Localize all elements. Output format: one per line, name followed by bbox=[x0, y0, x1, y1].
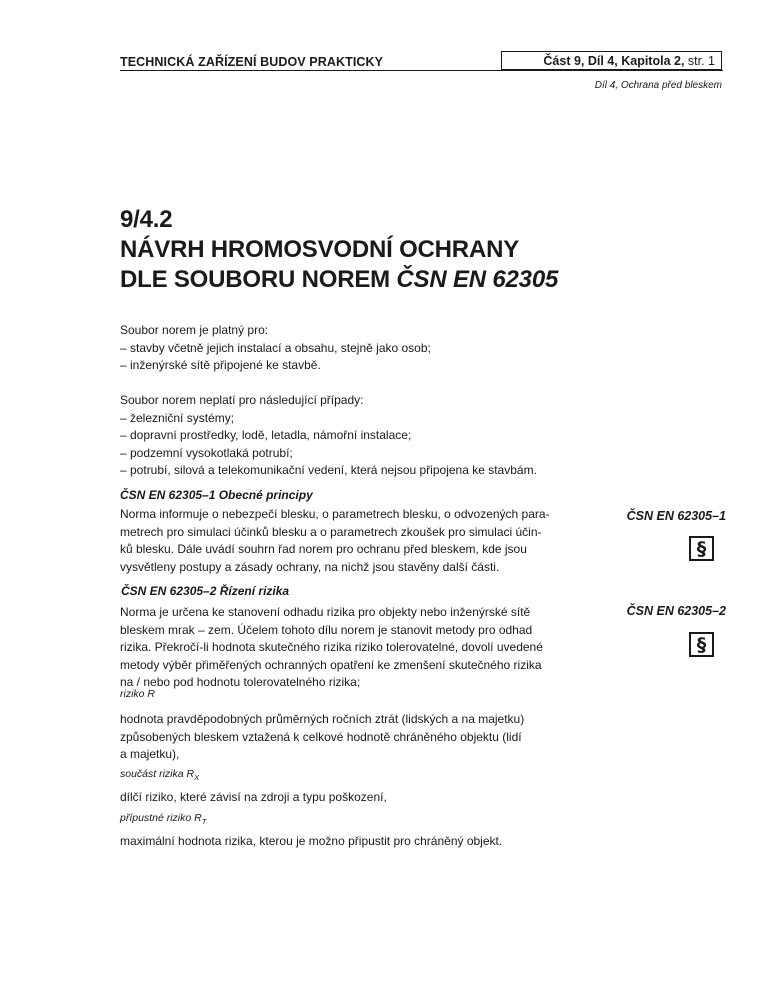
text-line: Norma informuje o nebezpečí blesku, o parametrech blesku, o odvozených para- bbox=[120, 507, 550, 521]
text-line: metrech pro simulaci účinků blesku a o parametrech zkoušek pro simulaci účin- bbox=[120, 524, 542, 539]
section-2-heading: ČSN EN 62305–2 Řízení rizika bbox=[121, 584, 290, 598]
section-1-side-label: ČSN EN 62305–1 bbox=[626, 509, 726, 523]
section-subtitle: Díl 4, Ochrana před bleskem bbox=[594, 80, 722, 91]
term-text: součást rizika R bbox=[120, 768, 195, 780]
section-1-text bbox=[120, 506, 584, 576]
title-line-2: NÁVRH HROMOSVODNÍ OCHRANY bbox=[120, 236, 520, 263]
list-item: – železniční systémy; bbox=[120, 410, 235, 425]
definition-text bbox=[120, 711, 584, 764]
text-line: metody výběr přiměřených ochranných opatření ke zmenšení skutečného rizika bbox=[120, 657, 542, 672]
chapter-reference: Část 9, Díl 4, Kapitola 2, bbox=[543, 54, 685, 68]
term-subscript: T bbox=[201, 817, 207, 827]
text-line: způsobených bleskem vztažená k celkové hodnotě chráněného objektu (lidí bbox=[120, 729, 522, 744]
title-line-3-text: DLE SOUBORU NOREM bbox=[120, 266, 397, 293]
not-applies-paragraph bbox=[120, 392, 640, 480]
definition-text bbox=[120, 789, 584, 807]
term-text: přípustné riziko R bbox=[120, 812, 202, 824]
list-item: – inženýrské sítě připojené ke stavbě. bbox=[120, 358, 321, 373]
running-header-title: TECHNICKÁ ZAŘÍZENÍ BUDOV PRAKTICKY bbox=[120, 55, 384, 69]
text-line: hodnota pravděpodobných průměrných ročních ztrát (lidských a na majetku) bbox=[120, 712, 525, 726]
paragraph-sign-icon: § bbox=[689, 536, 714, 561]
term-text: riziko R bbox=[120, 688, 156, 700]
term-subscript: X bbox=[194, 773, 200, 783]
header-rule bbox=[120, 70, 723, 71]
text-line: vysvětleny postupy a zásady ochrany, na nichž jsou stavěny další části. bbox=[120, 559, 500, 574]
section-1-heading: ČSN EN 62305–1 Obecné principy bbox=[120, 488, 313, 502]
text-line: bleskem mrak – zem. Účelem tohoto dílu norem je stanovit metody pro odhad bbox=[120, 622, 533, 637]
title-norm-code: ČSN EN 62305 bbox=[396, 266, 559, 293]
definition-term bbox=[120, 768, 199, 782]
title-line-3 bbox=[120, 265, 558, 295]
text-line: ků blesku. Dále uvádí souhrn řad norem pro ochranu před bleskem, kde jsou bbox=[120, 542, 527, 557]
text-line: na / nebo pod hodnotu tolerovatelného rizika; bbox=[120, 675, 361, 690]
chapter-number: 9/4.2 bbox=[120, 206, 173, 233]
list-item: – podzemní vysokotlaká potrubí; bbox=[120, 445, 293, 460]
applies-paragraph bbox=[120, 322, 584, 375]
text-line: rizika. Překročí-li hodnota skutečného rizika riziko tolerovatelné, dovolí uvedené bbox=[120, 640, 543, 655]
page-reference-box bbox=[501, 51, 722, 70]
list-item: – dopravní prostředky, lodě, letadla, námořní instalace; bbox=[120, 428, 412, 443]
definition-text bbox=[120, 833, 640, 851]
applies-intro: Soubor norem je platný pro: bbox=[120, 323, 269, 337]
paragraph-sign-icon: § bbox=[689, 632, 714, 657]
page-number: str. 1 bbox=[684, 54, 715, 68]
text-line: dílčí riziko, které závisí na zdroji a typu poškození, bbox=[120, 790, 387, 804]
text-line: maximální hodnota rizika, kterou je možno připustit pro chráněný objekt. bbox=[120, 834, 503, 848]
text-line: a majetku), bbox=[120, 747, 180, 762]
definition-term bbox=[120, 812, 206, 826]
section-2-side-label: ČSN EN 62305–2 bbox=[626, 604, 726, 618]
list-item: – stavby včetně jejich instalací a obsahu, stejně jako osob; bbox=[120, 340, 431, 355]
chapter-title bbox=[120, 205, 558, 295]
text-line: Norma je určena ke stanovení odhadu rizika pro objekty nebo inženýrské sítě bbox=[120, 605, 531, 619]
section-2-text bbox=[120, 604, 584, 692]
not-applies-intro: Soubor norem neplatí pro následující případy: bbox=[120, 393, 364, 407]
definition-term bbox=[120, 688, 155, 700]
list-item: – potrubí, silová a telekomunikační vedení, která nejsou připojena ke stavbám. bbox=[120, 463, 537, 478]
